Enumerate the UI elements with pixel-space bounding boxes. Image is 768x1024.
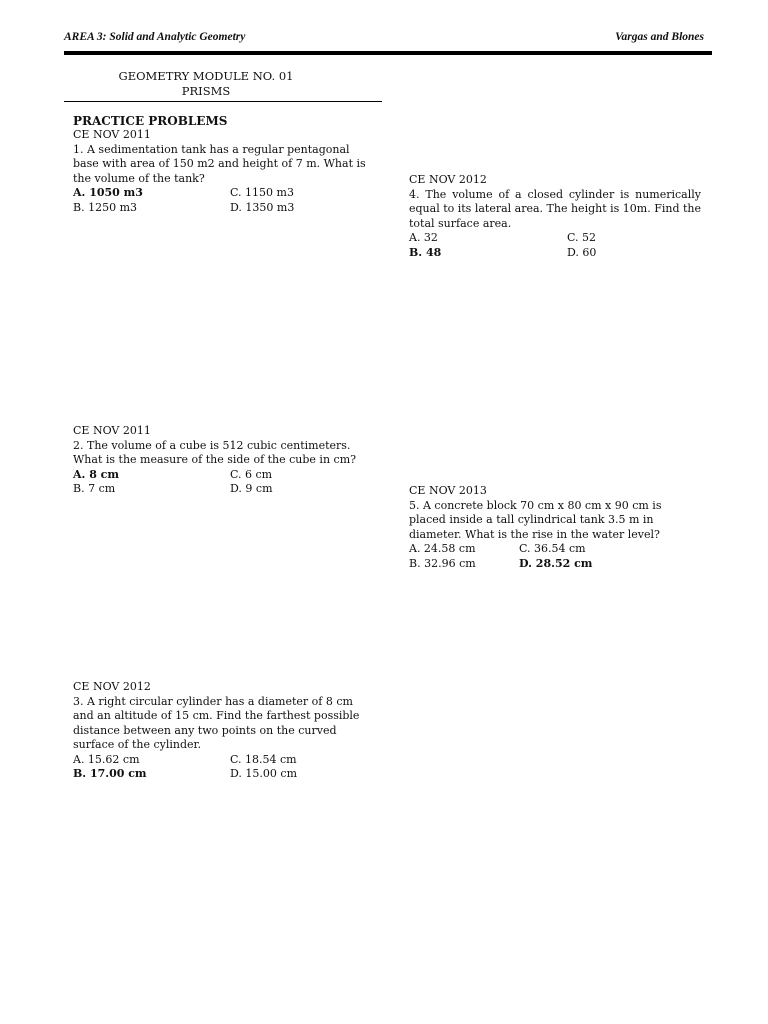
option-c: C. 6 cm <box>230 467 273 481</box>
option-b: B. 1250 m3 <box>73 200 137 214</box>
option-a: A. 24.58 cm <box>409 542 476 555</box>
problem-question: 2. The volume of a cube is 512 cubic centimeters. What is the measure of the side of the cube in cm? <box>73 438 357 466</box>
option-a: A. 8 cm <box>73 467 120 481</box>
module-divider <box>64 101 382 102</box>
problem-source: CE NOV 2013 <box>409 484 487 497</box>
module-title-line1: GEOMETRY MODULE NO. 01 <box>118 69 294 83</box>
module-title-line2: PRISMS <box>181 84 231 98</box>
option-b: B. 32.96 cm <box>409 556 476 570</box>
problem-source: CE NOV 2012 <box>409 173 487 186</box>
answer-options <box>73 753 373 782</box>
option-a: A. 32 <box>409 231 438 244</box>
problem-4 <box>409 173 701 260</box>
problem-question: 5. A concrete block 70 cm x 80 cm x 90 cm is placed inside a tall cylindrical tank 3.5 m in diameter. What is the rise in the water level? <box>409 498 662 541</box>
answer-options <box>409 231 701 260</box>
option-d: D. 15.00 cm <box>230 767 297 780</box>
problem-3 <box>73 680 373 782</box>
option-d: D. 60 <box>567 245 597 259</box>
option-a: A. 1050 m3 <box>73 186 143 199</box>
problem-source: CE NOV 2011 <box>73 128 151 141</box>
option-b: B. 48 <box>409 245 442 259</box>
problem-1 <box>73 128 373 215</box>
header-subject: AREA 3: Solid and Analytic Geometry <box>64 31 246 43</box>
section-title: PRACTICE PROBLEMS <box>73 114 228 128</box>
answer-options <box>73 468 373 497</box>
option-c: C. 1150 m3 <box>230 186 294 199</box>
option-b: B. 17.00 cm <box>73 767 147 780</box>
answer-options <box>73 186 373 215</box>
problem-source: CE NOV 2012 <box>73 680 151 693</box>
option-c: C. 52 <box>567 231 597 244</box>
option-b: B. 7 cm <box>73 482 116 495</box>
option-d: D. 28.52 cm <box>519 556 593 570</box>
answer-options <box>409 542 701 571</box>
problem-5 <box>409 484 701 571</box>
header-divider <box>64 51 712 55</box>
problem-2 <box>73 424 373 497</box>
option-d: D. 1350 m3 <box>230 200 295 214</box>
option-c: C. 18.54 cm <box>230 752 297 766</box>
problem-question: 4. The volume of a closed cylinder is numerically equal to its lateral area. The height is 10m. Find the total surface area. <box>409 187 701 230</box>
problem-source: CE NOV 2011 <box>73 424 151 437</box>
option-d: D. 9 cm <box>230 482 273 495</box>
header-authors: Vargas and Blones <box>615 31 704 43</box>
option-c: C. 36.54 cm <box>519 542 586 555</box>
module-title <box>64 69 348 99</box>
problem-question: 3. A right circular cylinder has a diameter of 8 cm and an altitude of 15 cm. Find the farthest possible distance between any two points on the curved surface of the cylinder. <box>73 694 360 751</box>
problem-question: 1. A sedimentation tank has a regular pentagonal base with area of 150 m2 and height of 7 m. What is the volume of the tank? <box>73 142 366 185</box>
option-a: A. 15.62 cm <box>73 752 140 766</box>
